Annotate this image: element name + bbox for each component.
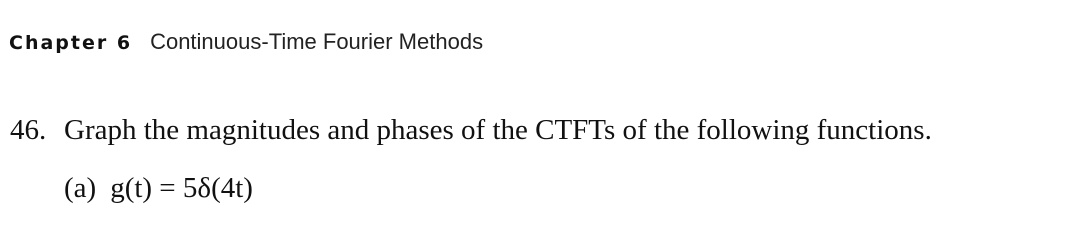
part-equation: g(t) = 5δ(4t) <box>110 172 253 204</box>
problem-number: 46. <box>10 114 47 146</box>
chapter-title: Continuous-Time Fourier Methods <box>150 29 484 54</box>
part-label: (a) <box>64 172 97 204</box>
problem-part-a <box>64 170 253 206</box>
problem-46 <box>10 112 932 148</box>
problem-statement: Graph the magnitudes and phases of the CTFTs of the following functions. <box>64 114 932 146</box>
chapter-label: Chapter 6 <box>9 32 133 54</box>
page-header <box>9 28 483 59</box>
